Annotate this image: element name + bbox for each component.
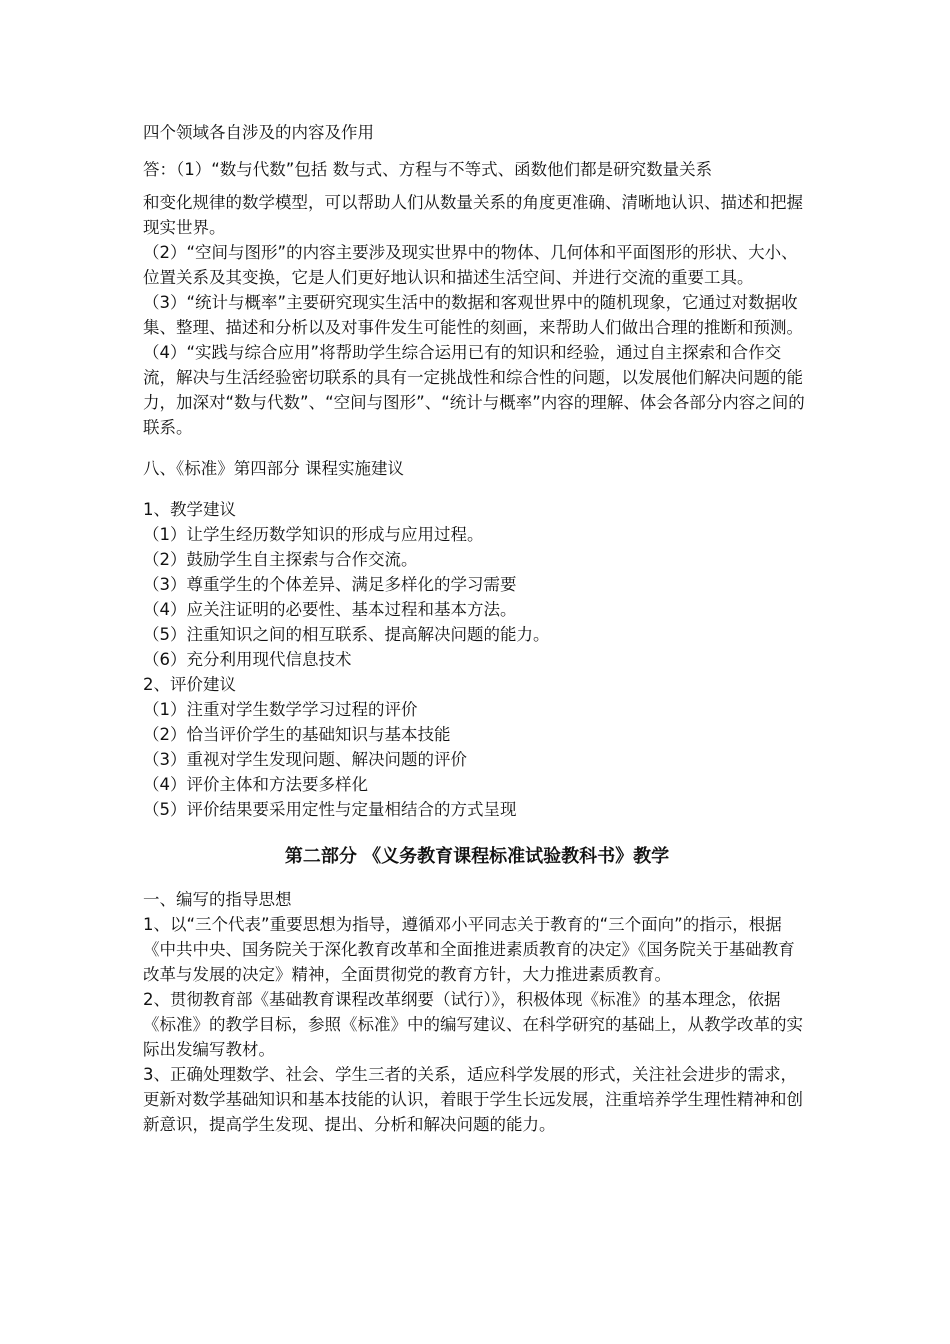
teaching-item: （6）充分利用现代信息技术 bbox=[143, 650, 352, 669]
evaluation-item: （2）恰当评价学生的基础知识与基本技能 bbox=[143, 725, 451, 744]
evaluation-item: （5）评价结果要采用定性与定量相结合的方式呈现 bbox=[143, 800, 517, 819]
teaching-item: （3）尊重学生的个体差异、满足多样化的学习需要 bbox=[143, 575, 517, 594]
answer-item-3: （3）“统计与概率”主要研究现实生活中的数据和客观世界中的随机现象，它通过对数据收集、整理、描述和分析以及对事件发生可能性的刻画，来帮助人们做出合理的推断和预测。 bbox=[143, 293, 803, 337]
evaluation-item: （3）重视对学生发现问题、解决问题的评价 bbox=[143, 750, 467, 769]
answer-paragraph: 和变化规律的数学模型，可以帮助人们从数量关系的角度更准确、清晰地认识、描述和把握现实世界。 bbox=[143, 193, 803, 237]
guiding-point-1: 1、以“三个代表”重要思想为指导，遵循邓小平同志关于教育的“三个面向”的指示，根据《中共中央、国务院关于深化教育改革和全面推进素质教育的决定》《国务院关于基础教育改革与发展的决定》精神，全面贯彻党的教育方针，大力推进素质教育。 bbox=[143, 915, 795, 984]
evaluation-item: （4）评价主体和方法要多样化 bbox=[143, 775, 368, 794]
guiding-point-3: 3、正确处理数学、社会、学生三者的关系，适应科学发展的形式，关注社会进步的需求，更新对数学基础知识和基本技能的认识，着眼于学生长远发展，注重培养学生理性精神和创新意识，提高学生发现、提出、分析和解决问题的能力。 bbox=[143, 1065, 803, 1134]
teaching-suggestions-title: 1、教学建议 bbox=[143, 500, 236, 519]
evaluation-item: （1）注重对学生数学学习过程的评价 bbox=[143, 700, 418, 719]
part-two-title: 第二部分 《义务教育课程标准试验教科书》教学 bbox=[284, 846, 670, 867]
evaluation-suggestions-title: 2、评价建议 bbox=[143, 675, 236, 694]
guiding-point-2: 2、贯彻教育部《基础教育课程改革纲要（试行）》，积极体现《标准》的基本理念，依据《标准》的教学目标，参照《标准》中的编写建议、在科学研究的基础上，从教学改革的实际出发编写教材。 bbox=[143, 990, 803, 1059]
teaching-item: （4）应关注证明的必要性、基本过程和基本方法。 bbox=[143, 600, 517, 619]
teaching-item: （1）让学生经历数学知识的形成与应用过程。 bbox=[143, 525, 484, 544]
teaching-item: （2）鼓励学生自主探索与合作交流。 bbox=[143, 550, 418, 569]
section-heading: 四个领域各自涉及的内容及作用 bbox=[143, 123, 374, 142]
answer-first-line: 答：（1）“数与代数”包括 数与式、方程与不等式、函数他们都是研究数量关系 bbox=[143, 160, 713, 179]
answer-item-4: （4）“实践与综合应用”将帮助学生综合运用已有的知识和经验，通过自主探索和合作交流，解决与生活经验密切联系的具有一定挑战性和综合性的问题，以发展他们解决问题的能力，加深对“数与代数”、“空间与图形”、“统计与概率”内容的理解、体会各部分内容之间的联系。 bbox=[143, 343, 805, 437]
teaching-item: （5）注重知识之间的相互联系、提高解决问题的能力。 bbox=[143, 625, 550, 644]
document-page bbox=[143, 120, 811, 1137]
answer-item-2: （2）“空间与图形”的内容主要涉及现实世界中的物体、几何体和平面图形的形状、大小、位置关系及其变换，它是人们更好地认识和描述生活空间、并进行交流的重要工具。 bbox=[143, 243, 798, 287]
guiding-thought-heading: 一、编写的指导思想 bbox=[143, 890, 292, 909]
section-heading-8: 八、《标准》第四部分 课程实施建议 bbox=[143, 459, 404, 478]
